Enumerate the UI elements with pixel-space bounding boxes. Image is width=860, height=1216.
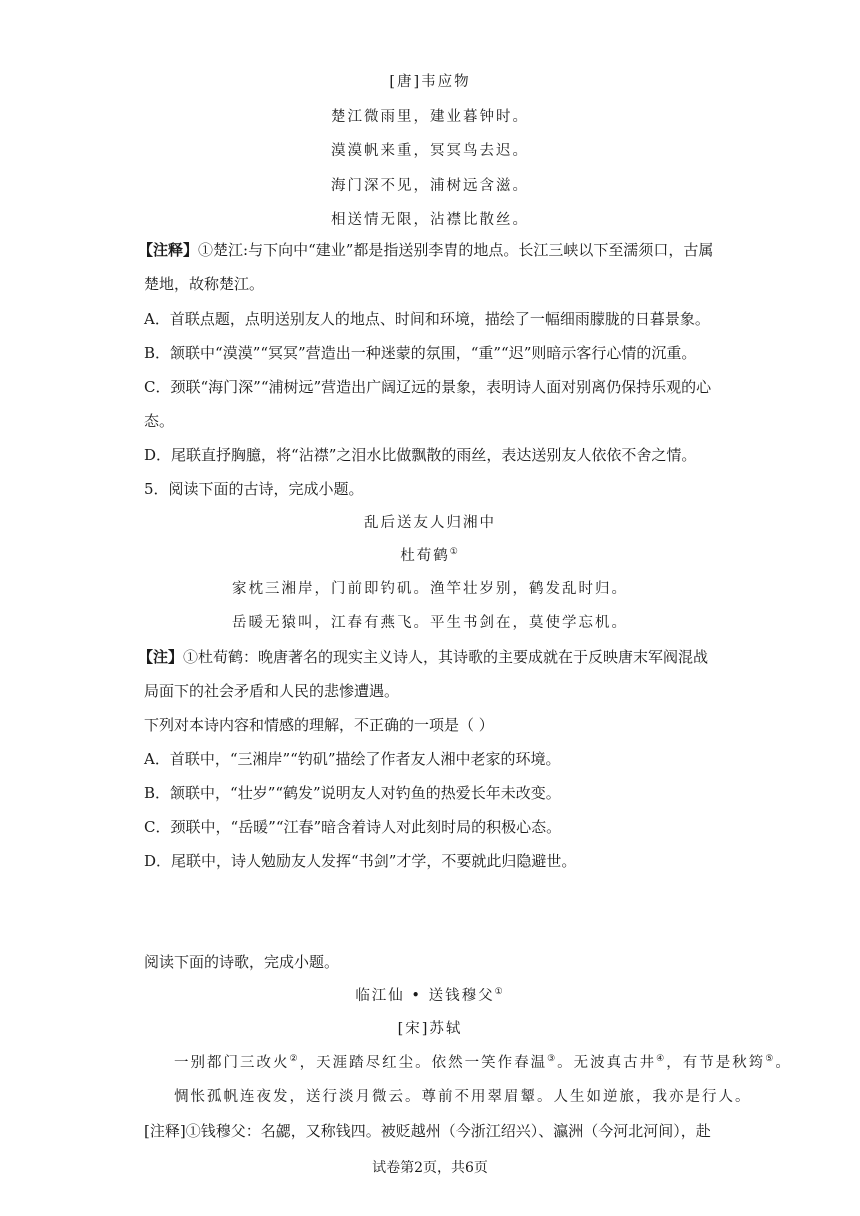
annotation-text: 楚地，故称楚江。 [144, 275, 265, 293]
poem-author [0, 546, 860, 566]
poem-segment: 。 [775, 1055, 792, 1071]
footnote-marker: ③ [547, 1054, 558, 1065]
footnote-marker: ⑤ [765, 1054, 776, 1065]
question-prompt: 下列对本诗内容和情感的理解，不正确的一项是（ ） [144, 716, 494, 734]
poem-line: 惆怅孤帆连夜发，送行淡月微云。尊前不用翠眉颦。人生如逆旅，我亦是行人。 [174, 1089, 752, 1105]
poem-segment: 。无波真古井 [557, 1055, 657, 1071]
page-footer: 试卷第2页，共6页 [372, 1160, 488, 1176]
author-name: 杜荀鹤 [400, 548, 450, 564]
annotation-text: 局面下的社会矛盾和人民的悲惨遭遇。 [144, 682, 400, 700]
title-text: 临江仙 • 送钱穆父 [355, 988, 495, 1004]
footnote-marker: ④ [656, 1054, 667, 1065]
poem-line: 漠漠帆来重，冥冥鸟去迟。 [331, 143, 529, 159]
option-b: B．颔联中，“壮岁”“鹤发”说明友人对钓鱼的热爱长年未改变。 [144, 784, 561, 802]
annotation [138, 240, 713, 260]
poem-segment: ，有节是秋筠 [666, 1055, 766, 1071]
annotation-text: ①杜荀鹤：晚唐著名的现实主义诗人，其诗歌的主要成就在于反映唐末军阀混战 [183, 648, 709, 666]
annotation-label: 【注】 [138, 648, 184, 666]
poem-line: 楚江微雨里，建业暮钟时。 [331, 109, 529, 125]
footnote-marker: ① [449, 547, 460, 558]
option-a: A．首联中，“三湘岸”“钓矶”描绘了作者友人湘中老家的环境。 [144, 750, 561, 768]
annotation: [注释]①钱穆父：名勰，又称钱四。被贬越州（今浙江绍兴）、瀛洲（今河北河间），赴 [144, 1122, 711, 1140]
poem-author: [宋]苏轼 [397, 1021, 463, 1037]
annotation [138, 647, 708, 667]
option-d: D．尾联中，诗人勉励友人发挥“书剑”才学，不要就此归隐避世。 [144, 852, 577, 870]
option-d: D．尾联直抒胸臆，将“沾襟”之泪水比做飘散的雨丝，表达送别友人依依不舍之情。 [144, 446, 697, 464]
poem-title [0, 986, 860, 1006]
poem-author: [唐]韦应物 [389, 74, 471, 90]
poem-line: 海门深不见，浦树远含滋。 [331, 178, 529, 194]
poem-segment: ，天涯踏尽红尘。依然一笑作春温 [299, 1055, 548, 1071]
question-5: 5．阅读下面的古诗，完成小题。 [144, 480, 364, 498]
section-intro: 阅读下面的诗歌，完成小题。 [144, 953, 340, 971]
footnote-marker: ① [494, 987, 505, 998]
poem-line [174, 1053, 792, 1073]
annotation-text: ①楚江:与下向中“建业”都是指送别李胄的地点。长江三峡以下至濡须口，古属 [198, 241, 714, 259]
option-c-continued: 态。 [144, 412, 175, 430]
poem-segment: 一别都门三改火 [174, 1055, 290, 1071]
poem-line: 相送情无限，沾襟比散丝。 [331, 212, 529, 228]
option-a: A．首联点题，点明送别友人的地点、时间和环境，描绘了一幅细雨朦胧的日暮景象。 [144, 310, 710, 328]
option-c: C．颈联“海门深”“浦树远”营造出广阔辽远的景象，表明诗人面对别离仍保持乐观的心 [144, 378, 712, 396]
option-c: C．颈联中，“岳暖”“江春”暗含着诗人对此刻时局的积极心态。 [144, 818, 562, 836]
annotation-label: 【注释】 [138, 241, 199, 259]
poem-line: 家枕三湘岸，门前即钓矶。渔竿壮岁别，鹤发乱时归。 [232, 581, 628, 597]
footnote-marker: ② [289, 1054, 300, 1065]
poem-line: 岳暖无猿叫，江春有燕飞。平生书剑在，莫使学忘机。 [232, 615, 628, 631]
option-b: B．颔联中“漠漠”“冥冥”营造出一种迷蒙的氛围，“重”“迟”则暗示客行心情的沉重。 [144, 344, 697, 362]
poem-title: 乱后送友人归湘中 [364, 515, 496, 531]
